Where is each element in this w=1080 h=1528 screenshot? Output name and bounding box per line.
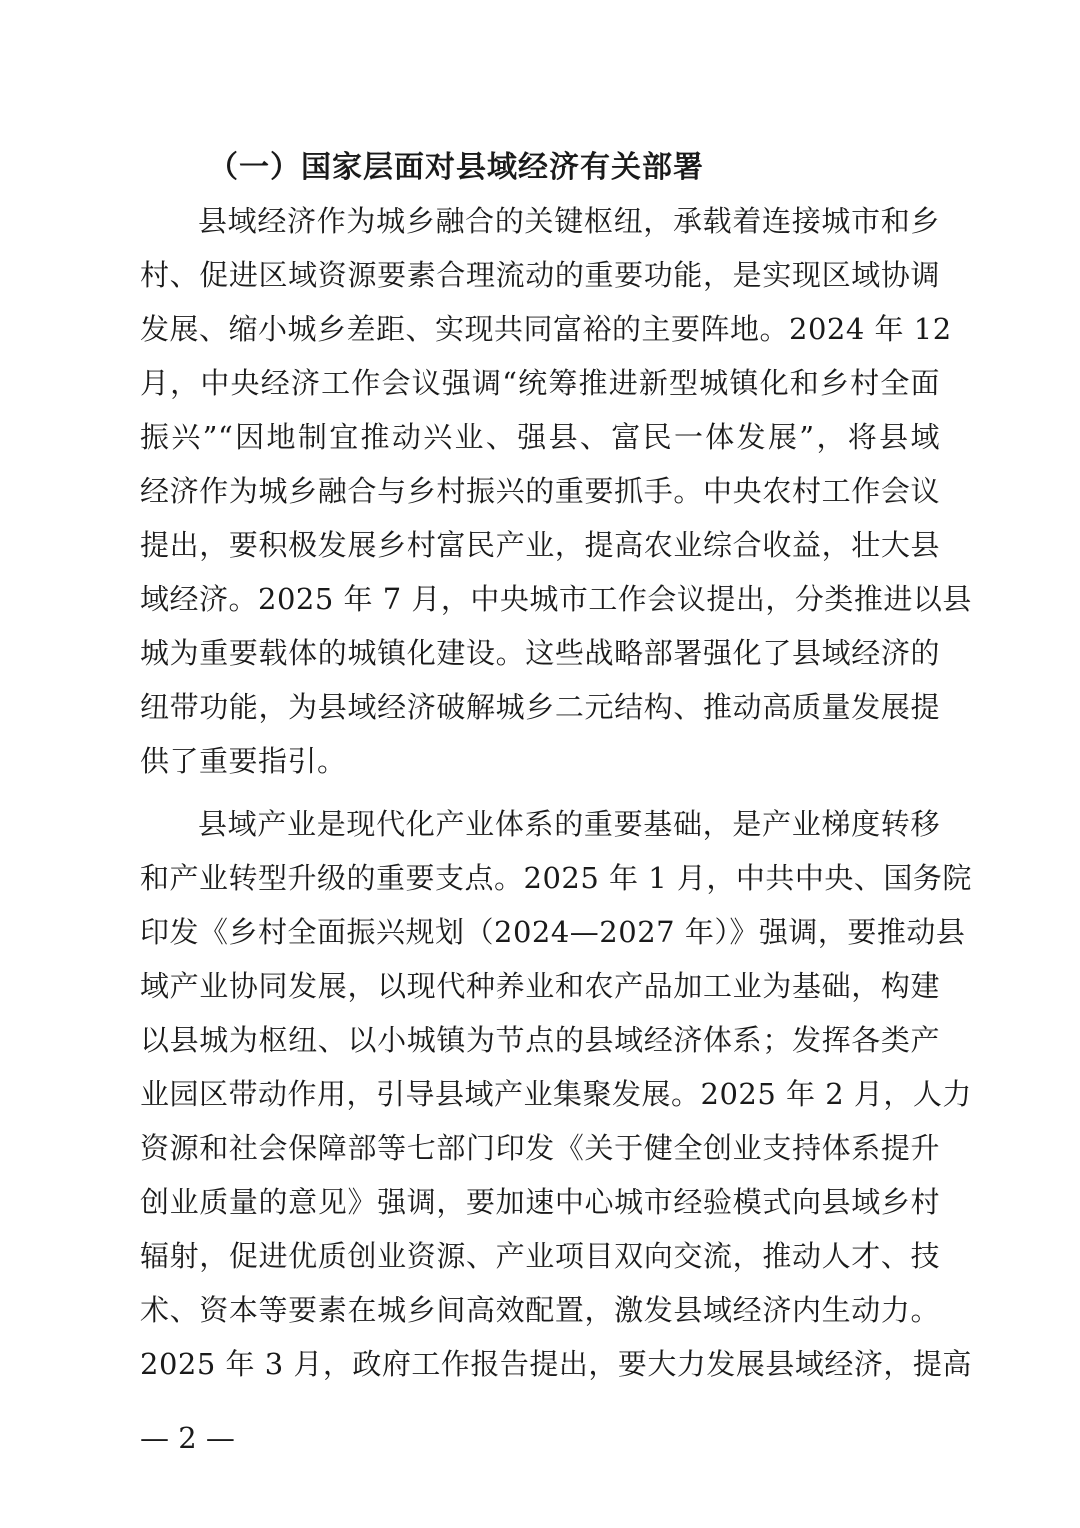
paragraph-line: 经济作为城乡融合与乡村振兴的重要抓手。中央农村工作会议 xyxy=(140,474,940,508)
paragraph-line: 提出，要积极发展乡村富民产业，提高农业综合收益，壮大县 xyxy=(140,528,940,562)
paragraph-line: 城为重要载体的城镇化建设。这些战略部署强化了县域经济的 xyxy=(140,636,940,670)
paragraph-line: 域产业协同发展，以现代种养业和农产品加工业为基础，构建 xyxy=(140,969,940,1003)
paragraph-line: 以县城为枢纽、以小城镇为节点的县域经济体系；发挥各类产 xyxy=(140,1023,940,1057)
section-heading: （一）国家层面对县域经济有关部署 xyxy=(208,150,704,185)
paragraph-line: 月，中央经济工作会议强调“统筹推进新型城镇化和乡村全面 xyxy=(140,366,940,400)
paragraph-line: 供了重要指引。 xyxy=(140,744,347,778)
paragraph-line: 业园区带动作用，引导县域产业集聚发展。2025 年 2 月，人力 xyxy=(140,1077,972,1111)
paragraph-line: 域经济。2025 年 7 月，中央城市工作会议提出，分类推进以县 xyxy=(140,582,972,616)
paragraph-line: 2025 年 3 月，政府工作报告提出，要大力发展县域经济，提高 xyxy=(140,1347,972,1381)
page-number: — 2 — xyxy=(140,1421,235,1455)
paragraph-line: 县域经济作为城乡融合的关键枢纽，承载着连接城市和乡 xyxy=(198,204,940,238)
paragraph-county-industry xyxy=(140,797,972,1391)
paragraph-line: 创业质量的意见》强调，要加速中心城市经验模式向县域乡村 xyxy=(140,1185,940,1219)
paragraph-line: 和产业转型升级的重要支点。2025 年 1 月，中共中央、国务院 xyxy=(140,861,972,895)
paragraph-county-economy xyxy=(140,194,972,788)
paragraph-line: 印发《乡村全面振兴规划（2024—2027 年）》强调，要推动县 xyxy=(140,915,966,949)
paragraph-line: 发展、缩小城乡差距、实现共同富裕的主要阵地。2024 年 12 xyxy=(140,312,952,346)
paragraph-line: 资源和社会保障部等七部门印发《关于健全创业支持体系提升 xyxy=(140,1131,940,1165)
paragraph-line: 纽带功能，为县域经济破解城乡二元结构、推动高质量发展提 xyxy=(140,690,940,724)
paragraph-line: 辐射，促进优质创业资源、产业项目双向交流，推动人才、技 xyxy=(140,1239,940,1273)
paragraph-line: 村、促进区域资源要素合理流动的重要功能，是实现区域协调 xyxy=(140,258,940,292)
paragraph-line: 术、资本等要素在城乡间高效配置，激发县域经济内生动力。 xyxy=(140,1293,940,1327)
paragraph-line: 县域产业是现代化产业体系的重要基础，是产业梯度转移 xyxy=(198,807,940,841)
paragraph-line: 振兴”“因地制宜推动兴业、强县、富民一体发展”，将县域 xyxy=(140,420,940,454)
